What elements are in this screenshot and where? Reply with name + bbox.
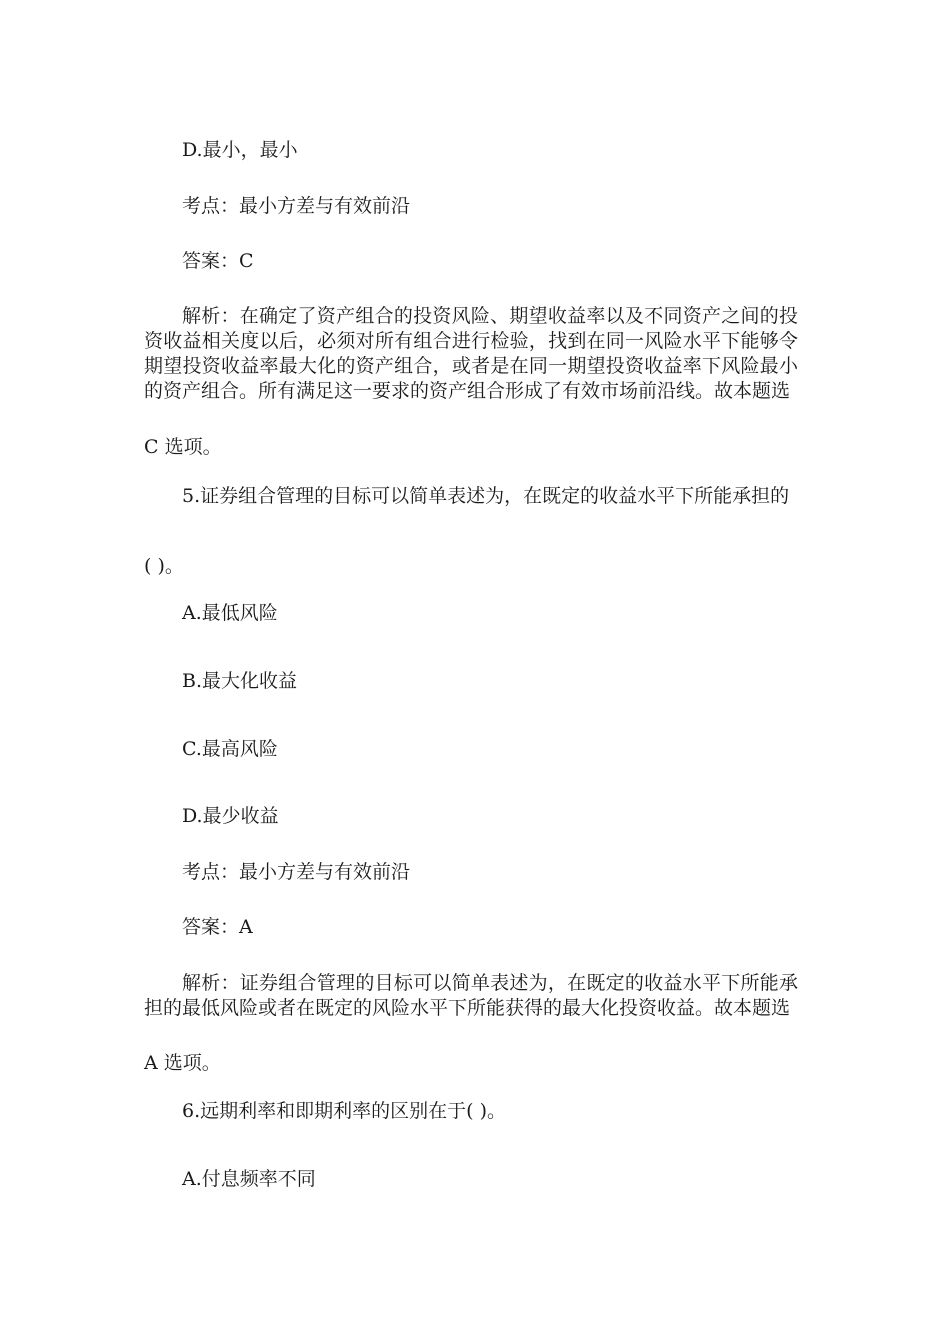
q4-point: 考点：最小方差与有效前沿 <box>182 195 411 217</box>
q5-option-c: C.最高风险 <box>182 738 278 760</box>
q5-analysis-text: 解析：证券组合管理的目标可以简单表述为，在既定的收益水平下所能承担的最低风险或者在既定的风险水平下所能获得的最大化投资收益。故本题选 <box>144 972 798 1019</box>
q4-analysis <box>144 304 798 404</box>
q4-analysis-tail: C 选项。 <box>144 436 222 458</box>
q4-option-d: D.最小，最小 <box>182 139 298 161</box>
q5-stem: 5.证券组合管理的目标可以简单表述为，在既定的收益水平下所能承担的 <box>182 485 790 507</box>
q5-option-a: A.最低风险 <box>182 602 278 624</box>
q4-analysis-text: 解析：在确定了资产组合的投资风险、期望收益率以及不同资产之间的投资收益相关度以后，必须对所有组合进行检验，找到在同一风险水平下能够令期望投资收益率最大化的资产组合，或者是在同一期望投资收益率下风险最小的资产组合。所有满足这一要求的资产组合形成了有效市场前沿线。故本题选 <box>144 305 798 402</box>
q4-answer: 答案：C <box>182 250 254 272</box>
q6-option-a: A.付息频率不同 <box>182 1168 316 1190</box>
q6-stem: 6.远期利率和即期利率的区别在于( )。 <box>182 1100 506 1122</box>
q5-option-b: B.最大化收益 <box>182 670 298 692</box>
q5-answer: 答案：A <box>182 916 253 938</box>
q5-analysis-tail: A 选项。 <box>144 1052 221 1074</box>
q5-point: 考点：最小方差与有效前沿 <box>182 861 411 883</box>
q5-stem-tail: ( )。 <box>144 555 184 577</box>
q5-option-d: D.最少收益 <box>182 805 279 827</box>
q5-analysis <box>144 971 798 1021</box>
